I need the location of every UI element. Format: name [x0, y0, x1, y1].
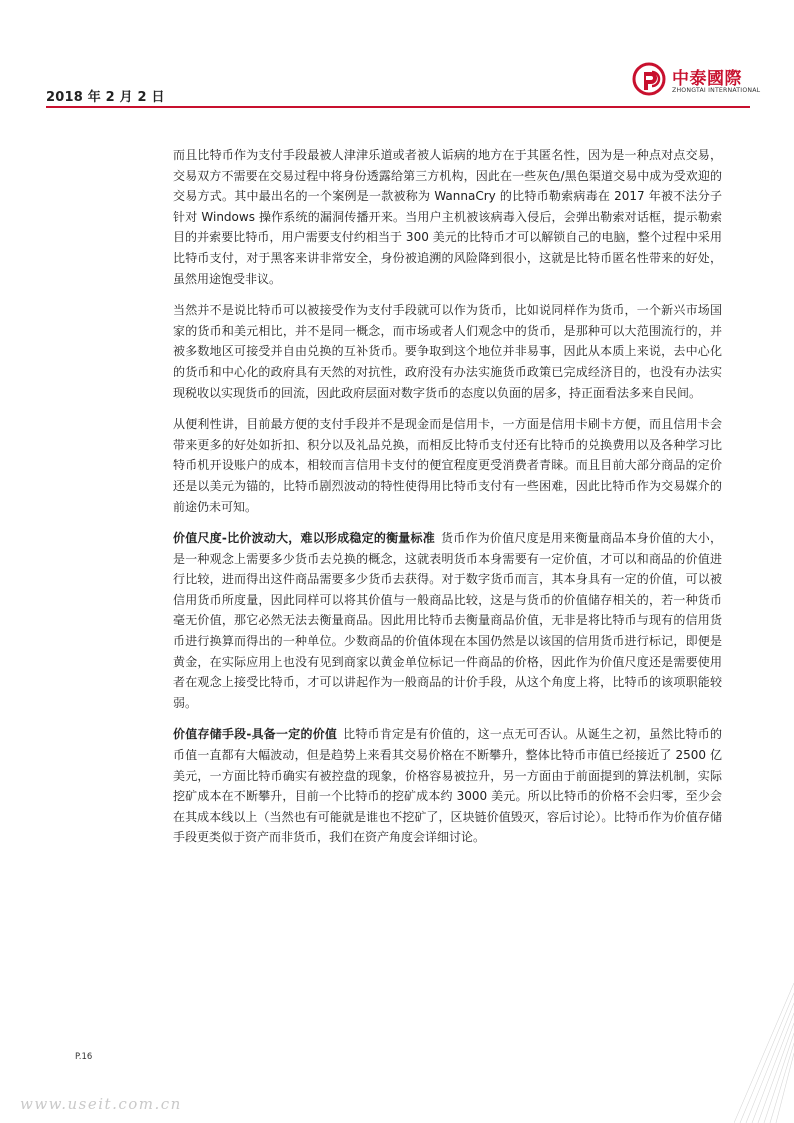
paragraph-heading: 价值存储手段-具备一定的价值: [173, 727, 338, 742]
paragraph-anonymity: [173, 145, 722, 289]
zhongtai-logo-icon: [632, 62, 666, 96]
logo-name-en: ZHONGTAI INTERNATIONAL: [672, 87, 761, 94]
paragraph-text: 比特币肯定是有价值的，这一点无可否认。从诞生之初，虽然比特币的币值一直都有大幅波动，但是趋势上来看其交易价格在不断攀升，整体比特币市值已经接近了 2500 亿美元，一方面比特币确实有被控盘的现象，价格容易被拉升，另一方面由于前面提到的算法机制，实际挖矿成本在不断攀升，目前一个比特币的挖矿成本约 3000 美元。所以比特币的价格不会归零，至少会在其成本线以上（当然也有可能就是谁也不挖矿了，区块链价值毁灭，容后讨论）。比特币作为价值存储手段更类似于资产而非货币，我们在资产角度会详细讨论。: [173, 727, 722, 845]
paragraph-text: 货币作为价值尺度是用来衡量商品本身价值的大小，是一种观念上需要多少货币去兑换的概念，这就表明货币本身需要有一定价值，才可以和商品的价值进行比较，进而得出这件商品需要多少货币去获得。对于数字货币而言，其本身具有一定的价值，可以被信用货币所度量，因此同样可以将其价值与一般商品比较，这是与货币的价值储存相关的，若一种货币毫无价值，那它必然无法去衡量商品。因此用比特币去衡量商品价值，无非是将比特币与现有的信用货币进行换算而得出的一种单位。少数商品的价值体现在本国仍然是以该国的信用货币进行标记，即便是黄金，在实际应用上也没有见到商家以黄金单位标记一件商品的价格，因此作为价值尺度还是需要使用者在观念上接受比特币，才可以讲起作为一般商品的计价手段，从这个角度上将，比特币的该项职能较弱。: [173, 531, 722, 710]
paragraph-convenience: [173, 414, 722, 517]
company-logo: [632, 62, 761, 102]
header-divider: [46, 106, 750, 108]
paragraph-value-measure: [173, 528, 722, 713]
watermark: www.useit.com.cn: [20, 1095, 182, 1113]
paragraph-heading: 价值尺度-比价波动大，难以形成稳定的衡量标准: [173, 531, 435, 546]
page-number: P.16: [75, 1052, 93, 1062]
paragraph-store-of-value: [173, 724, 722, 848]
corner-decoration: [734, 983, 794, 1123]
report-date: 2018 年 2 月 2 日: [46, 90, 165, 105]
report-body: [173, 145, 722, 859]
paragraph-text: 当然并不是说比特币可以被接受作为支付手段就可以作为货币，比如说同样作为货币，一个新兴市场国家的货币和美元相比，并不是同一概念，而市场或者人们观念中的货币，是那种可以大范围流行的，并被多数地区可接受并自由兑换的互补货币。要争取到这个地位并非易事，因此从本质上来说，去中心化的货币和中心化的政府具有天然的对抗性，政府没有办法实施货币政策已完成经济目的，也没有办法实现税收以实现货币的回流，因此政府层面对数字货币的态度以负面的居多，持正面看法多来自民间。: [173, 303, 722, 400]
paragraph-text: 而且比特币作为支付手段最被人津津乐道或者被人诟病的地方在于其匿名性，因为是一种点对点交易，交易双方不需要在交易过程中将身份透露给第三方机构，因此在一些灰色/黑色渠道交易中成为受欢迎的交易方式。其中最出名的一个案例是一款被称为 WannaCry 的比特币勒索病毒在 2017 年被不法分子针对 Windows 操作系统的漏洞传播开来。当用户主机被该病毒入侵后，会弹出勒索对话框，提示勒索目的并索要比特币，用户需要支付约相当于 300 美元的比特币才可以解锁自己的电脑，整个过程中采用比特币支付，对于黑客来讲非常安全，身份被追溯的风险降到很小，这就是比特币匿名性带来的好处，虽然用途饱受非议。: [173, 148, 722, 286]
paragraph-currency-status: [173, 300, 722, 403]
paragraph-text: 从便利性讲，目前最方便的支付手段并不是现金而是信用卡，一方面是信用卡刷卡方便，而且信用卡会带来更多的好处如折扣、积分以及礼品兑换，而相反比特币支付还有比特币的兑换费用以及各种学习比特币机开设账户的成本，相较而言信用卡支付的便宜程度更受消费者青睐。而且目前大部分商品的定价还是以美元为锚的，比特币剧烈波动的特性使得用比特币支付有一些困难，因此比特币作为交易媒介的前途仍未可知。: [173, 417, 722, 514]
logo-name-cn: 中泰國際: [672, 69, 742, 89]
